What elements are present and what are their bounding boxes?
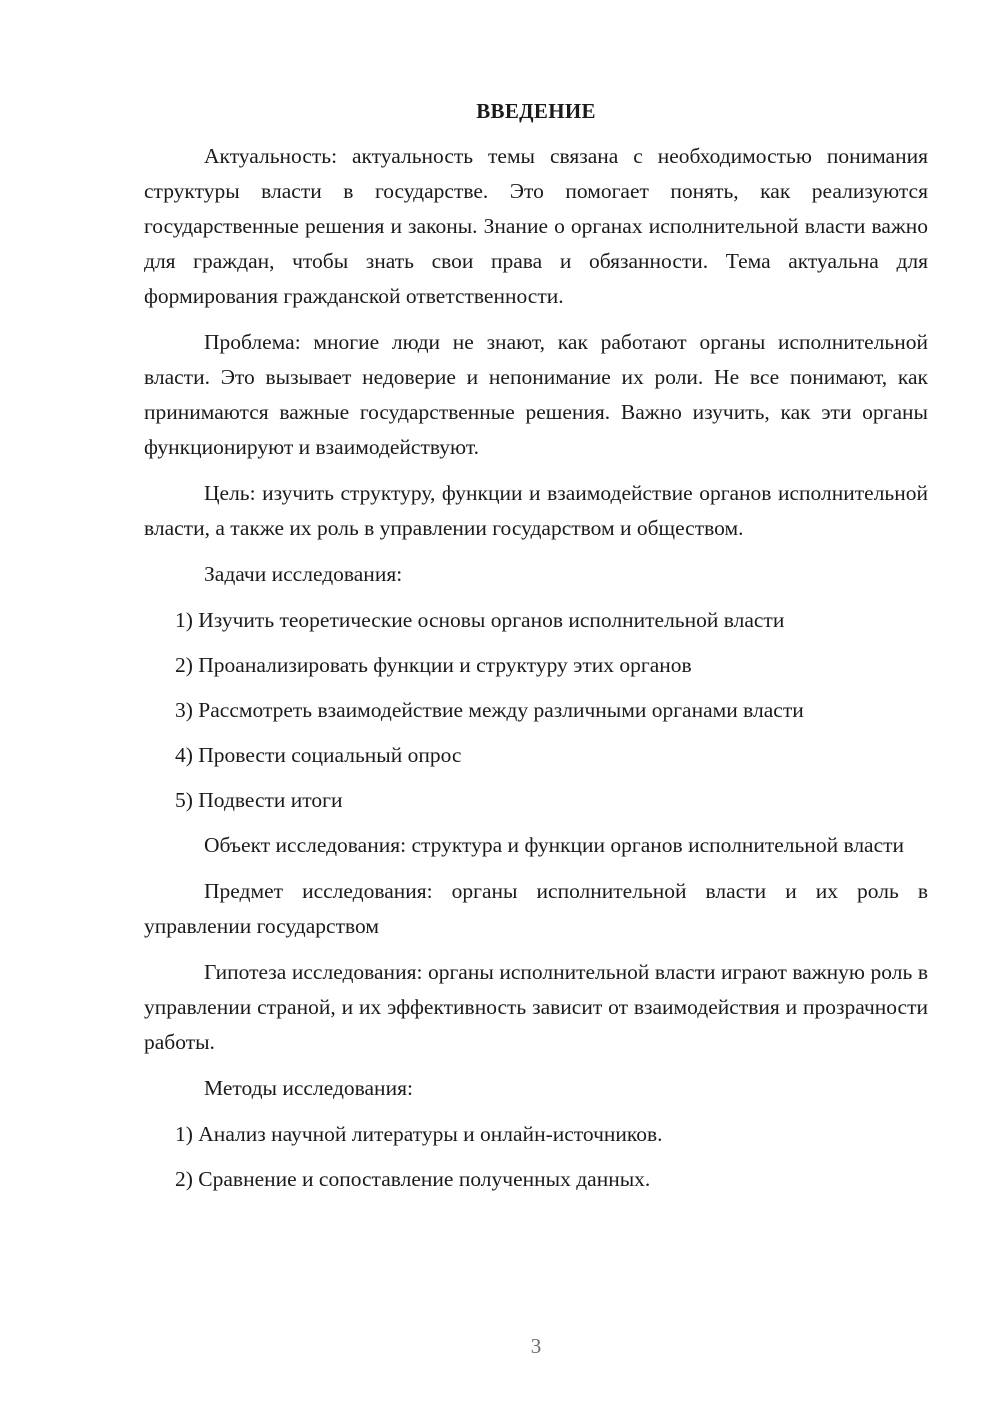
goal-paragraph: Цель: изучить структуру, функции и взаимодействие органов исполнительной власти, а также их роль в управлении государством и обществом. — [144, 481, 928, 540]
methods-list — [144, 1117, 928, 1197]
relevance-paragraph: Актуальность: актуальность темы связана с необходимостью понимания структуры власти в государстве. Это помогает понять, как реализуются государственные решения и законы. Знание о органах исполнительной власти важно для граждан, чтобы знать свои права и обязанности. Тема актуальна для формирования гражданской ответственности. — [144, 144, 928, 308]
section-title: ВВЕДЕНИЕ — [476, 99, 596, 123]
list-item: 4) Провести социальный опрос — [175, 743, 462, 767]
document-page — [144, 95, 928, 1207]
subject-paragraph: Предмет исследования: органы исполнительной власти и их роль в управлении государством — [144, 879, 928, 938]
hypothesis-paragraph: Гипотеза исследования: органы исполнительной власти играют важную роль в управлении страной, и их эффективность зависит от взаимодействия и прозрачности работы. — [144, 960, 928, 1054]
list-item: 1) Изучить теоретические основы органов исполнительной власти — [175, 608, 785, 632]
list-item: 1) Анализ научной литературы и онлайн-источников. — [175, 1122, 663, 1146]
list-item: 2) Сравнение и сопоставление полученных данных. — [175, 1167, 651, 1191]
problem-paragraph: Проблема: многие люди не знают, как работают органы исполнительной власти. Это вызывает недоверие и непонимание их роли. Не все понимают, как принимаются важные государственные решения. Важно изучить, как эти органы функционируют и взаимодействуют. — [144, 330, 928, 459]
tasks-heading: Задачи исследования: — [204, 562, 403, 586]
tasks-list — [144, 603, 928, 818]
methods-heading: Методы исследования: — [204, 1076, 413, 1100]
list-item: 5) Подвести итоги — [175, 788, 343, 812]
list-item: 3) Рассмотреть взаимодействие между различными органами власти — [175, 698, 804, 722]
list-item: 2) Проанализировать функции и структуру этих органов — [175, 653, 692, 677]
page-number: 3 — [530, 1334, 542, 1358]
object-paragraph: Объект исследования: структура и функции органов исполнительной власти — [204, 833, 905, 857]
